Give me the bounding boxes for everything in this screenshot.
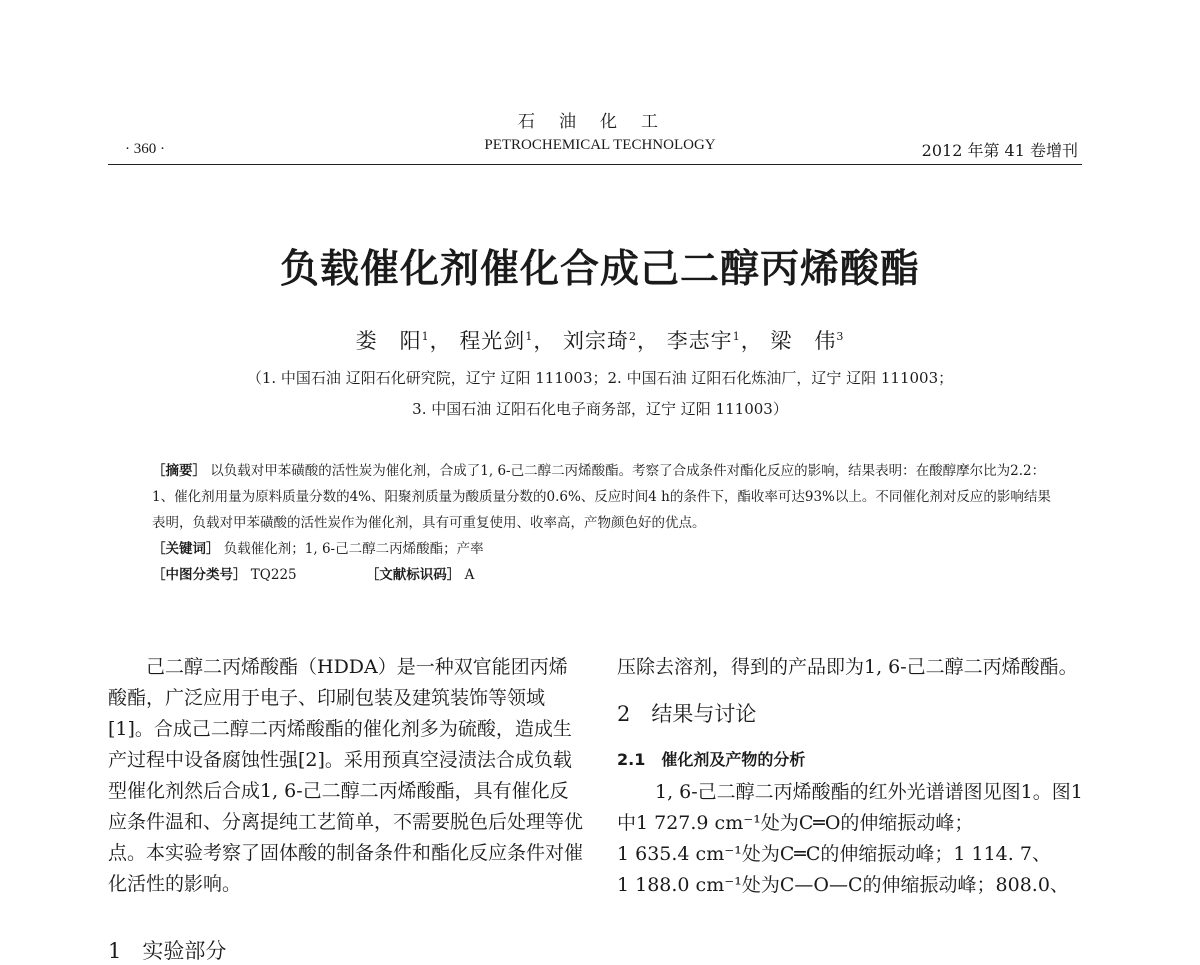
author-name: 刘宗琦 (563, 329, 629, 353)
abstract-block (152, 458, 1052, 588)
issue-info: 2012 年第 41 卷增刊 (921, 141, 1078, 160)
header-rule (108, 164, 1082, 165)
author-separator: ， (637, 329, 659, 353)
section-2-heading: 2 结果与讨论 (617, 702, 757, 726)
author-name: 李志宇 (666, 329, 733, 353)
intro-paragraph: 己二醇二丙烯酸酯（HDDA）是一种双官能团丙烯酸酯，广泛应用于电子、印刷包装及建筑装饰等领域[1]。合成己二醇二丙烯酸酯的催化剂多为硫酸，造成生产过程中设备腐蚀性强[2]。采用预真空浸渍法合成负载型催化剂然后合成1, 6-己二醇二丙烯酸酯，具有催化反应条件温和、分离提纯工艺简单，不需要脱色后处理等优点。本实验考察了固体酸的制备条件和酯化反应条件对催化活性的影响。 (108, 656, 584, 895)
abstract-text: 以负载对甲苯磺酸的活性炭为催化剂，合成了1, 6-己二醇二丙烯酸酯。考察了合成条件对酯化反应的影响，结果表明：在酸醇摩尔比为2.2：1、催化剂用量为原料质量分数的4%、阳聚剂质量为酸质量分数的0.6%、反应时间4 h的条件下，酯收率可达93%以上。不同催化剂对反应的影响结果表明，负载对甲苯磺酸的活性炭作为催化剂，具有可重复使用、收率高，产物颜色好的优点。 (152, 463, 1051, 531)
ir-paragraph-line: 1 188.0 cm⁻¹处为C—O—C的伸缩振动峰；808.0、 (617, 874, 1069, 896)
ir-paragraph-line: 1, 6-己二醇二丙烯酸酯的红外光谱谱图见图1。图1中1 727.9 cm⁻¹处为C═O的伸缩振动峰； (617, 781, 1083, 834)
author-affil-mark: 1 (421, 330, 430, 343)
abstract-paragraph (152, 458, 1052, 536)
affiliation-line-1: （1. 中国石油 辽阳石化研究院，辽宁 辽阳 111003；2. 中国石油 辽阳石化炼油厂，辽宁 辽阳 111003； (246, 369, 954, 387)
abstract-label: ［摘要］ (152, 463, 206, 479)
author-name: 梁 伟 (770, 329, 837, 353)
affiliation-line-2: 3. 中国石油 辽阳石化电子商务部，辽宁 辽阳 111003） (412, 400, 788, 418)
subsection-2-1-heading: 2.1 催化剂及产物的分析 (617, 750, 806, 769)
section-1-heading: 1 实验部分 (108, 939, 227, 963)
journal-title-en: PETROCHEMICAL TECHNOLOGY (484, 137, 716, 153)
keywords-label: ［关键词］ (152, 541, 220, 557)
doc-code-label: ［文献标识码］ (365, 567, 461, 583)
article-title: 负载催化剂催化合成己二醇丙烯酸酯 (279, 247, 920, 292)
left-column (108, 652, 586, 900)
author-separator: ， (740, 329, 763, 353)
right-column (617, 652, 1087, 901)
author-name: 程光剑 (459, 329, 526, 353)
page-number: · 360 · (125, 141, 165, 157)
author-affil-mark: 3 (836, 330, 845, 343)
keywords-line (152, 536, 1052, 562)
classification-line (152, 562, 1052, 588)
doc-code: A (464, 567, 475, 583)
author-affil-mark: 1 (732, 330, 741, 343)
clc-code: TQ225 (250, 567, 297, 583)
journal-title-cn: 石油化工 (518, 112, 682, 132)
author-affil-mark: 1 (525, 330, 534, 343)
author-list (0, 325, 1200, 355)
clc-label: ［中图分类号］ (152, 567, 247, 583)
ir-paragraph-line: 1 635.4 cm⁻¹处为C═C的伸缩振动峰；1 114. 7、 (617, 843, 1051, 865)
author-separator: ， (429, 329, 452, 353)
keywords-text: 负载催化剂；1, 6-己二醇二丙烯酸酯；产率 (223, 541, 484, 557)
author-affil-mark: 2 (629, 330, 637, 343)
continuation-paragraph: 压除去溶剂，得到的产品即为1, 6-己二醇二丙烯酸酯。 (617, 656, 1078, 678)
author-separator: ， (533, 329, 556, 353)
author-name: 娄 阳 (355, 329, 422, 353)
